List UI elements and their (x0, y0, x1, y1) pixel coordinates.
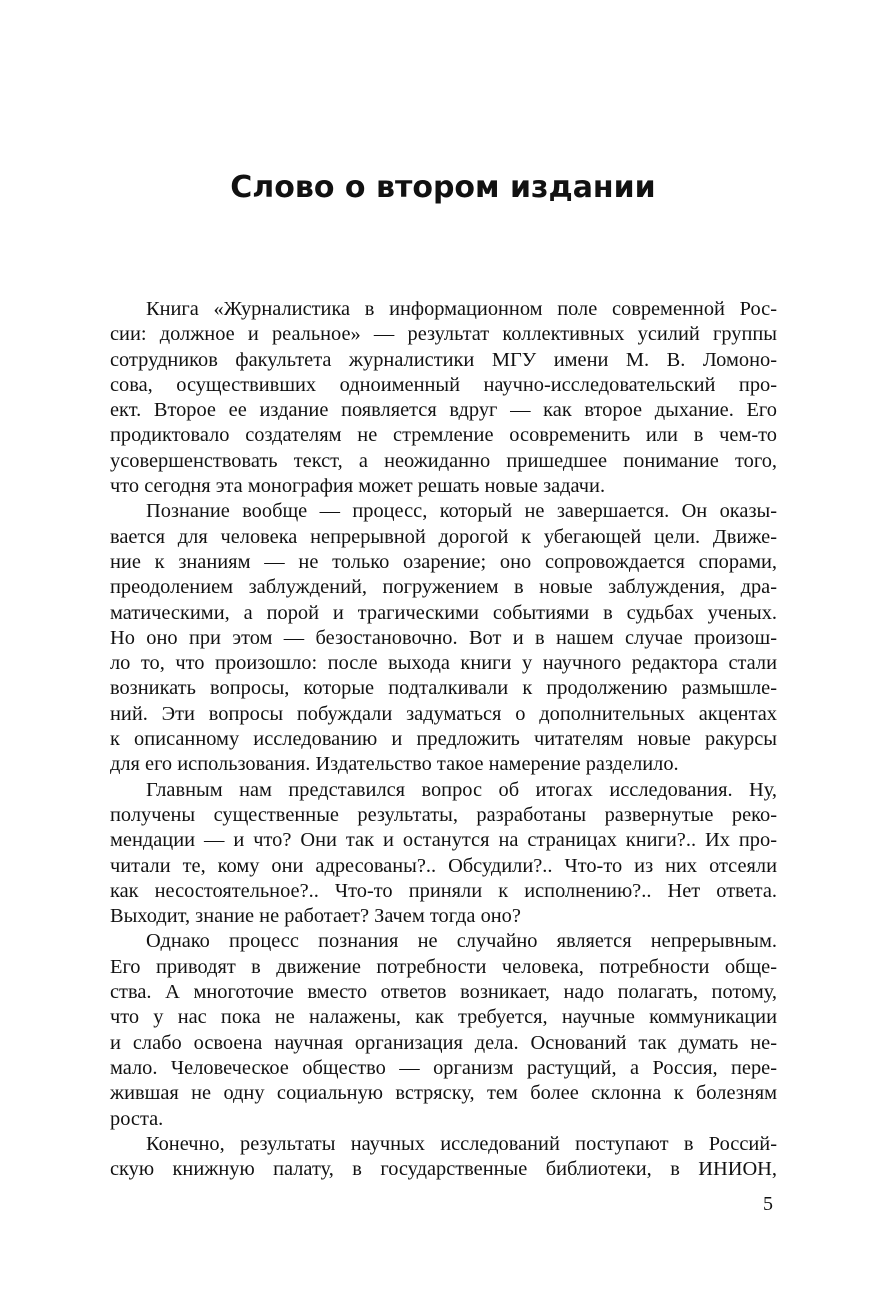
text-line: получены существенные результаты, разработаны развернутые реко- (110, 803, 777, 826)
text-line: матическими, а порой и трагическими событиями в судьбах ученых. (110, 601, 777, 624)
text-line: Главным нам представился вопрос об итогах исследования. Ну, (146, 778, 777, 801)
text-line: ект. Второе ее издание появляется вдруг — как второе дыхание. Его (110, 399, 777, 422)
text-line: Однако процесс познания не случайно является непрерывным. (146, 930, 777, 953)
text-line: жившая не одну социальную встряску, тем более склонна к болезням (110, 1082, 777, 1105)
paragraph (110, 929, 777, 1131)
text-line: вается для человека непрерывной дорогой к убегающей цели. Движе- (110, 525, 777, 548)
text-line: Его приводят в движение потребности человека, потребности обще- (110, 955, 777, 978)
text-line: и слабо освоена научная организация дела. Оснований так думать не- (110, 1031, 777, 1054)
text-line: усовершенствовать текст, а неожиданно пришедшее понимание того, (110, 449, 777, 472)
text-line: Книга «Журналистика в информационном поле современной Рос- (146, 298, 777, 320)
text-line: роста. (110, 1107, 164, 1130)
page-title: Слово о втором издании (230, 170, 656, 205)
text-line: для его использования. Издательство такое намерение разделило. (110, 753, 679, 776)
text-line: ний. Эти вопросы побуждали задуматься о дополнительных акцентах (110, 702, 777, 725)
text-line: сии: должное и реальное» — результат коллективных усилий группы (110, 323, 777, 346)
paragraph (110, 297, 777, 499)
text-line: что у нас пока не налажены, как требуется, научные коммуникации (110, 1006, 777, 1029)
text-line: сотрудников факультета журналистики МГУ имени М. В. Ломоно- (110, 348, 777, 371)
text-line: читали те, кому они адресованы?.. Обсудили?.. Что-то из них отсеяли (110, 854, 777, 877)
text-line: Выходит, знание не работает? Зачем тогда оно? (110, 905, 521, 928)
text-line: Познание вообще — процесс, который не завершается. Он оказы- (146, 500, 777, 523)
text-line: мендации — и что? Они так и останутся на страницах книги?.. Их про- (110, 829, 777, 852)
text-line: ства. А многоточие вместо ответов возникает, надо полагать, потому, (110, 981, 777, 1004)
text-line: как несостоятельное?.. Что-то приняли к исполнению?.. Нет ответа. (110, 879, 777, 902)
page-number: 5 (763, 1193, 773, 1215)
body-text (110, 297, 777, 1182)
paragraph (110, 1132, 777, 1183)
text-line: скую книжную палату, в государственные библиотеки, в ИНИОН, (110, 1158, 777, 1181)
paragraph (110, 499, 777, 777)
text-line: сова, осуществивших одноименный научно-исследовательский про- (110, 373, 777, 396)
text-line: мало. Человеческое общество — организм растущий, а Россия, пере- (110, 1056, 777, 1079)
text-line: к описанному исследованию и предложить читателям новые ракурсы (110, 728, 777, 751)
text-line: Но оно при этом — безостановочно. Вот и в нашем случае произош- (110, 626, 777, 649)
text-line: Конечно, результаты научных исследований поступают в Россий- (146, 1132, 777, 1155)
text-line: преодолением заблуждений, погружением в новые заблуждения, дра- (110, 576, 777, 599)
text-line: продиктовало создателям не стремление осовременить или в чем-то (110, 424, 777, 447)
text-line: ло то, что произошло: после выхода книги у научного редактора стали (110, 652, 777, 675)
text-line: возникать вопросы, которые подталкивали к продолжению размышле- (110, 677, 777, 700)
text-line: ние к знаниям — не только озарение; оно сопровождается спорами, (110, 550, 777, 573)
text-line: что сегодня эта монография может решать новые задачи. (110, 475, 606, 498)
paragraph (110, 778, 777, 930)
